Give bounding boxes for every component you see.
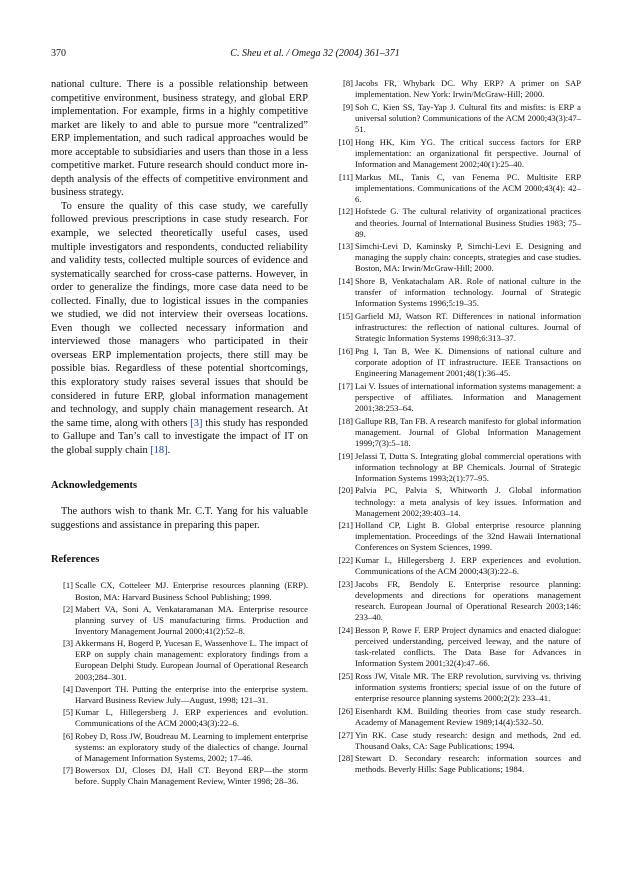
reference-item	[331, 206, 581, 239]
reference-number: [21]	[338, 520, 353, 531]
reference-list-right	[331, 78, 581, 776]
reference-text: Garfield MJ, Watson RT. Differences in national information infrastructures: the reflection of national cultures. Journal of Strategic Information Systems 1998;6:313–37.	[355, 311, 581, 344]
reference-text: Eisenhardt KM. Building theories from case study research. Academy of Management Review 1989;14(4):532–50.	[355, 705, 581, 727]
reference-text: Kumar L, Hillegersberg J. ERP experiences and evolution. Communications of the ACM 2000;43(3):22–6.	[75, 707, 308, 729]
reference-text: Jelassi T, Dutta S. Integrating global commercial operations with information technology at BP Chemicals. Journal of Strategic Information Systems 1993;2(1):77–95.	[355, 450, 581, 483]
reference-text: Simchi-Levi D, Kaminsky P, Simchi-Levi E. Designing and managing the supply chain: concepts, strategies and case studies. Boston, MA: Irwin/McGraw-Hill; 2000.	[355, 241, 581, 274]
reference-item	[331, 346, 581, 379]
reference-number: [12]	[338, 206, 353, 217]
page-number: 370	[51, 48, 66, 59]
body-paragraph-2	[51, 200, 308, 457]
reference-item	[331, 78, 581, 100]
reference-text: Davenport TH. Putting the enterprise into the enterprise system. Harvard Business Review July—August, 1998; 121–31.	[75, 683, 308, 705]
body-paragraph-2-text-a: To ensure the quality of this case study, we carefully followed previous prescriptions in case study research. For example, we selected theoretically useful cases, used multiple investigators and respondents, conducted reliability and validity tests, collected multiple sources of evidence and systematically searched for cross-case patterns. However, in order to generalize the findings, more case data need to be collected. Finally, due to logistical issues in the companies we studied, we did not interview their overseas locations. Even though we collected necessary information and interviewed those managers who participated in their overseas ERP implementation projects, there still may be possible bias. Regardless of these potential shortcomings, this exploratory study raises several issues that should be considered in future ERP, global information management and technology, and supply chain management research. At the same time, along with others	[51, 200, 308, 429]
reference-text: Jacobs FR, Whybark DC. Why ERP? A primer on SAP implementation. New York: Irwin/McGraw-Hill; 2000.	[355, 78, 581, 100]
reference-number: [14]	[338, 276, 353, 287]
reference-text: Soh C, Kien SS, Tay-Yap J. Cultural fits and misfits: is ERP a universal solution? Communications of the ACM 2000;43(3):47–51.	[355, 101, 581, 134]
reference-item	[331, 753, 581, 775]
reference-item	[51, 731, 308, 764]
references-heading: References	[51, 554, 100, 566]
reference-text: Mabert VA, Soni A, Venkataramanan MA. Enterprise resource planning survey of US manufacturing firms. Production and Inventory Management Journal 2000;41(2):52–8.	[75, 603, 308, 636]
reference-number: [19]	[338, 450, 353, 461]
reference-number: [10]	[338, 136, 353, 147]
reference-item	[331, 241, 581, 274]
reference-item	[51, 638, 308, 682]
reference-text: Akkermans H, Bogerd P, Yucesan E, Wassenhove L. The impact of ERP on supply chain management: exploratory findings from a European Delphi Study. European Journal of Operational Research 2003;284–301.	[75, 638, 308, 682]
reference-number: [17]	[338, 380, 353, 391]
reference-number: [9]	[342, 101, 353, 112]
reference-number: [7]	[62, 765, 73, 776]
reference-number: [8]	[342, 78, 353, 88]
left-column	[51, 78, 308, 788]
reference-number: [27]	[338, 729, 353, 740]
reference-text: Bowersox DJ, Closes DJ, Hall CT. Beyond ERP—the storm before. Supply Chain Management Review, Winter 1998; 28–36.	[75, 765, 308, 787]
reference-item	[51, 684, 308, 706]
citation-link-3[interactable]: [3]	[190, 417, 203, 429]
reference-text: Shore B, Venkatachalam AR. Role of national culture in the transfer of information technology. Journal of Strategic Information Systems 1996;5:19–35.	[355, 276, 581, 309]
reference-item	[331, 625, 581, 669]
citation-link-18[interactable]: [18]	[150, 444, 168, 456]
reference-item	[331, 520, 581, 553]
reference-number: [3]	[62, 638, 73, 649]
reference-text: Jacobs FR, Bendoly E. Enterprise resource planning: developments and directions for operations management research. European Journal of Operational Research 2003;146: 233–40.	[355, 578, 581, 623]
body-paragraph-2-text-c: .	[167, 444, 171, 456]
body-paragraph-2-text-b: this study has responded to Gallupe and Tan’s call to investigate the impact of IT on the global supply chain	[51, 417, 308, 456]
reference-item	[331, 671, 581, 704]
reference-text: Png I, Tan B, Wee K. Dimensions of national culture and corporate adoption of IT infrastructure. IEEE Transactions on Engineering Management 2001;48(1):36–45.	[355, 345, 581, 379]
reference-text: Scalle CX, Cotteleer MJ. Enterprise resources planning (ERP). Boston, MA: Harvard Business School Publishing; 1999.	[75, 580, 308, 602]
reference-item	[331, 311, 581, 344]
reference-text: Hong HK, Kim YG. The critical success factors for ERP implementation: an organizational fit perspective. Journal of Information and Management 2002;40(1):25–40.	[355, 136, 581, 169]
acknowledgements-heading: Acknowledgements	[51, 480, 138, 492]
reference-item	[331, 416, 581, 449]
reference-number: [16]	[338, 345, 353, 356]
reference-item	[331, 706, 581, 728]
reference-item	[331, 485, 581, 518]
reference-number: [6]	[62, 730, 73, 741]
reference-text: Yin RK. Case study research: design and methods, 2nd ed. Thousand Oaks, CA: Sage Publications; 1994.	[355, 729, 581, 751]
reference-number: [4]	[62, 683, 73, 694]
acknowledgements-text: The authors wish to thank Mr. C.T. Yang for his valuable suggestions and assistance in preparing this paper.	[51, 506, 308, 531]
reference-number: [24]	[338, 624, 353, 635]
reference-text: Ross JW, Vitale MR. The ERP revolution, surviving vs. thriving information systems frontiers; special issue of on the future of enterprise resource planning systems 2000;2(2): 233–41.	[355, 670, 581, 704]
right-column	[331, 78, 581, 777]
reference-number: [5]	[62, 707, 73, 718]
reference-number: [28]	[338, 753, 353, 764]
reference-item	[331, 381, 581, 414]
running-head: C. Sheu et al. / Omega 32 (2004) 361–371	[230, 48, 400, 59]
reference-item	[331, 137, 581, 170]
reference-number: [25]	[338, 670, 353, 681]
body-paragraph-1: national culture. There is a possible relationship between competitive environment, business strategy, and global ERP implementation. For example, firms in a highly competitive market are likely to and able to pursue more “centralized” ERP implementation, and such radical approaches would be more acceptable to subsidiaries and users than those in a less competitive market. Future research should conduct more in-depth analysis of the effects of competitive environment and business strategy.	[51, 79, 308, 199]
reference-number: [11]	[339, 171, 353, 182]
reference-text: Kumar L, Hillegersberg J. ERP experiences and evolution. Communications of the ACM 2000;43(3):22–6.	[355, 555, 581, 577]
reference-text: Holland CP, Light B. Global enterprise resource planning implementation. Proceedings of the 32nd Hawaii International Conferences on System Sciences, 1999.	[355, 520, 581, 553]
reference-number: [22]	[338, 555, 353, 566]
reference-item	[51, 604, 308, 637]
reference-text: Palvia PC, Palvia S, Whitworth J. Global information technology: a meta analysis of key issues. Information and Management 2002;39:403–14.	[355, 485, 581, 518]
reference-number: [18]	[338, 415, 353, 426]
reference-item	[331, 555, 581, 577]
reference-item	[51, 765, 308, 787]
reference-text: Robey D, Ross JW, Boudreau M. Learning to implement enterprise systems: an exploratory study of the dialectics of change. Journal of Management Information Systems, 2002; 17–46.	[75, 730, 308, 763]
running-header	[51, 47, 579, 61]
reference-item	[331, 102, 581, 135]
reference-number: [26]	[338, 705, 353, 716]
reference-list-left	[51, 580, 308, 787]
reference-item	[331, 172, 581, 205]
reference-number: [2]	[62, 603, 73, 614]
reference-text: Stewart D. Secondary research: information sources and methods. Beverly Hills: Sage Publications; 1984.	[355, 753, 581, 775]
reference-item	[331, 451, 581, 484]
reference-text: Markus ML, Tanis C, van Fenema PC. Multisite ERP implementations. Communications of the ACM 2000;43(4): 42–6.	[355, 171, 581, 204]
reference-text: Hofstede G. The cultural relativity of organizational practices and theories. Journal of International Business Studies 1983; 75–89.	[355, 206, 581, 239]
reference-item	[331, 276, 581, 309]
reference-text: Lai V. Issues of international information systems management: a perspective of affiliates. Information and Management 2001;38:253–64.	[355, 380, 581, 413]
reference-number: [20]	[338, 485, 353, 496]
reference-item	[51, 707, 308, 729]
reference-number: [1]	[62, 580, 73, 591]
reference-item	[51, 580, 308, 602]
reference-text: Gallupe RB, Tan FB. A research manifesto for global information management. Journal of Global Information Management 1999;7(3):5–18.	[355, 415, 581, 448]
reference-item	[331, 579, 581, 623]
reference-number: [23]	[338, 578, 353, 589]
reference-item	[331, 730, 581, 752]
reference-number: [13]	[338, 241, 353, 252]
reference-text: Besson P, Rowe F. ERP Project dynamics and enacted dialogue: perceived understanding, perceived leeway, and the nature of task-related conflicts. The Data Base for Advances in Information System 2001;32(4):47–66.	[355, 624, 581, 669]
reference-number: [15]	[338, 311, 353, 322]
